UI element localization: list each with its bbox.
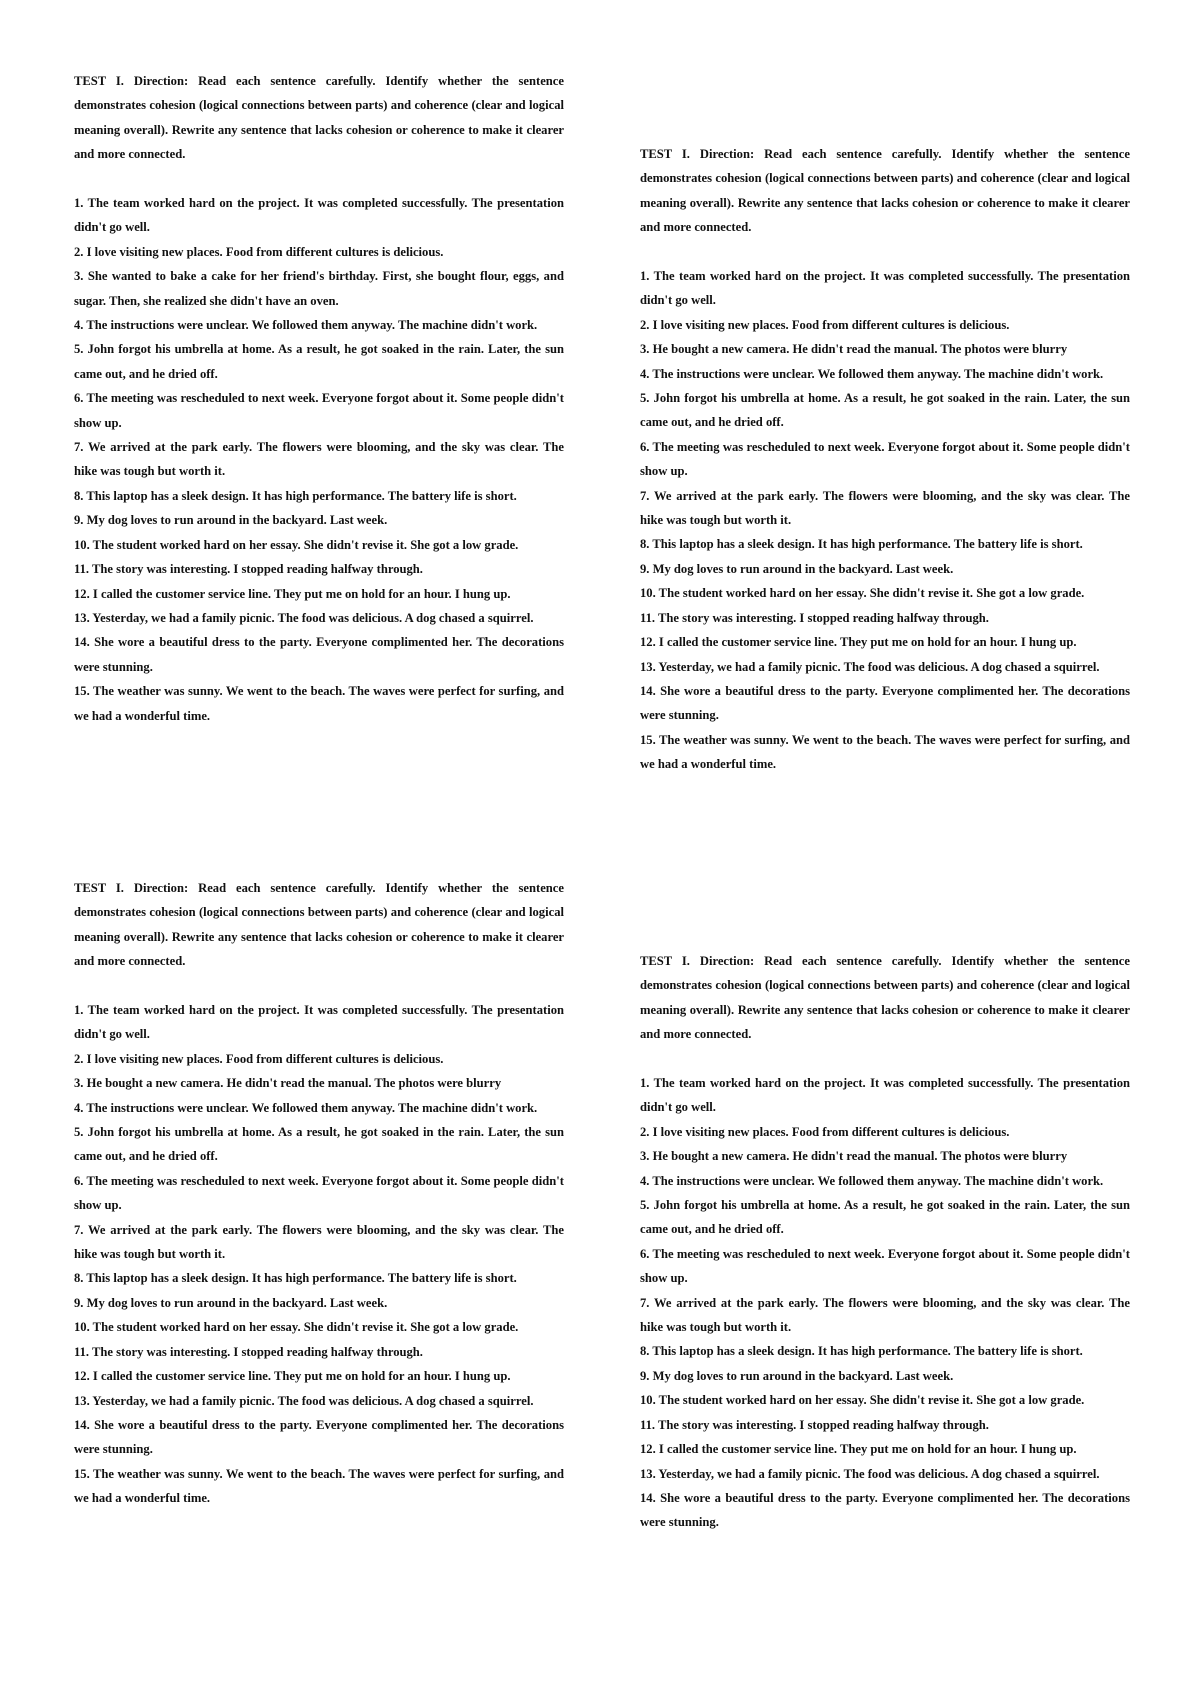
test-item-13: 13. Yesterday, we had a family picnic. The food was delicious. A dog chased a squirrel. — [640, 659, 1100, 674]
test-item-11: 11. The story was interesting. I stopped reading halfway through. — [74, 1344, 423, 1359]
test-item-12: 12. I called the customer service line. They put me on hold for an hour. I hung up. — [640, 635, 1077, 650]
test-item-14: 14. She wore a beautiful dress to the party. Everyone complimented her. The decorations were stunning. — [74, 1417, 564, 1457]
test-item-7: 7. We arrived at the park early. The flowers were blooming, and the sky was clear. The hike was tough but worth it. — [640, 488, 1130, 528]
test-item-14: 14. She wore a beautiful dress to the party. Everyone complimented her. The decorations were stunning. — [74, 635, 564, 674]
test-item-12: 12. I called the customer service line. They put me on hold for an hour. I hung up. — [640, 1442, 1077, 1457]
test-item-11: 11. The story was interesting. I stopped reading halfway through. — [74, 562, 423, 577]
test-item-14: 14. She wore a beautiful dress to the party. Everyone complimented her. The decorations were stunning. — [640, 683, 1130, 723]
test-item-10: 10. The student worked hard on her essay. She didn't revise it. She got a low grade. — [640, 586, 1085, 601]
test-item-11: 11. The story was interesting. I stopped reading halfway through. — [640, 610, 989, 625]
test-direction: TEST I. Direction: Read each sentence carefully. Identify whether the sentence demonstrates cohesion (logical connections between parts) and coherence (clear and logical meaning overall). Rewrite any sentence that lacks cohesion or coherence to make it clearer and more connected. — [74, 74, 564, 162]
test-block-top-right — [640, 142, 1130, 777]
test-item-2: 2. I love visiting new places. Food from different cultures is delicious. — [640, 1124, 1010, 1139]
test-item-6: 6. The meeting was rescheduled to next week. Everyone forgot about it. Some people didn't show up. — [640, 1246, 1130, 1286]
test-item-3: 3. He bought a new camera. He didn't read the manual. The photos were blurry — [74, 1076, 502, 1091]
test-direction: TEST I. Direction: Read each sentence carefully. Identify whether the sentence demonstrates cohesion (logical connections between parts) and coherence (clear and logical meaning overall). Rewrite any sentence that lacks cohesion or coherence to make it clearer and more connected. — [640, 954, 1130, 1042]
test-item-12: 12. I called the customer service line. They put me on hold for an hour. I hung up. — [74, 1369, 511, 1384]
test-item-15: 15. The weather was sunny. We went to the beach. The waves were perfect for surfing, and we had a wonderful time. — [640, 732, 1130, 772]
test-item-9: 9. My dog loves to run around in the backyard. Last week. — [74, 1295, 388, 1310]
test-item-7: 7. We arrived at the park early. The flowers were blooming, and the sky was clear. The hike was tough but worth it. — [74, 440, 564, 479]
test-item-12: 12. I called the customer service line. They put me on hold for an hour. I hung up. — [74, 586, 511, 601]
test-item-5: 5. John forgot his umbrella at home. As a result, he got soaked in the rain. Later, the sun came out, and he dried off. — [640, 1198, 1130, 1237]
test-item-13: 13. Yesterday, we had a family picnic. The food was delicious. A dog chased a squirrel. — [74, 1393, 534, 1408]
test-item-11: 11. The story was interesting. I stopped reading halfway through. — [640, 1417, 989, 1432]
test-item-10: 10. The student worked hard on her essay. She didn't revise it. She got a low grade. — [640, 1393, 1085, 1408]
test-item-4: 4. The instructions were unclear. We followed them anyway. The machine didn't work. — [640, 1173, 1104, 1188]
test-block-top-left — [74, 69, 564, 728]
test-item-4: 4. The instructions were unclear. We followed them anyway. The machine didn't work. — [74, 1100, 538, 1115]
test-item-6: 6. The meeting was rescheduled to next week. Everyone forgot about it. Some people didn't show up. — [74, 391, 564, 430]
test-item-9: 9. My dog loves to run around in the backyard. Last week. — [640, 561, 954, 576]
test-item-10: 10. The student worked hard on her essay. She didn't revise it. She got a low grade. — [74, 537, 519, 552]
test-item-2: 2. I love visiting new places. Food from different cultures is delicious. — [74, 244, 444, 259]
test-item-15: 15. The weather was sunny. We went to the beach. The waves were perfect for surfing, and we had a wonderful time. — [74, 684, 564, 723]
test-block-bottom-left — [74, 876, 564, 1511]
test-item-8: 8. This laptop has a sleek design. It has high performance. The battery life is short. — [74, 1271, 517, 1286]
test-item-6: 6. The meeting was rescheduled to next week. Everyone forgot about it. Some people didn't show up. — [640, 439, 1130, 479]
test-item-3: 3. She wanted to bake a cake for her friend's birthday. First, she bought flour, eggs, and sugar. Then, she realized she didn't have an oven. — [74, 269, 564, 308]
test-item-2: 2. I love visiting new places. Food from different cultures is delicious. — [640, 317, 1010, 332]
test-item-13: 13. Yesterday, we had a family picnic. The food was delicious. A dog chased a squirrel. — [640, 1466, 1100, 1481]
test-item-1: 1. The team worked hard on the project. It was completed successfully. The presentation didn't go well. — [74, 1003, 564, 1042]
test-item-8: 8. This laptop has a sleek design. It has high performance. The battery life is short. — [74, 488, 517, 503]
test-item-8: 8. This laptop has a sleek design. It has high performance. The battery life is short. — [640, 537, 1083, 552]
test-item-4: 4. The instructions were unclear. We followed them anyway. The machine didn't work. — [640, 366, 1104, 381]
test-item-4: 4. The instructions were unclear. We followed them anyway. The machine didn't work. — [74, 318, 538, 333]
test-item-6: 6. The meeting was rescheduled to next week. Everyone forgot about it. Some people didn't show up. — [74, 1173, 564, 1213]
test-item-7: 7. We arrived at the park early. The flowers were blooming, and the sky was clear. The hike was tough but worth it. — [640, 1295, 1130, 1335]
test-item-3: 3. He bought a new camera. He didn't read the manual. The photos were blurry — [640, 1149, 1068, 1164]
test-direction: TEST I. Direction: Read each sentence carefully. Identify whether the sentence demonstrates cohesion (logical connections between parts) and coherence (clear and logical meaning overall). Rewrite any sentence that lacks cohesion or coherence to make it clearer and more connected. — [640, 147, 1130, 235]
test-item-1: 1. The team worked hard on the project. It was completed successfully. The presentation didn't go well. — [640, 1076, 1130, 1115]
test-item-2: 2. I love visiting new places. Food from different cultures is delicious. — [74, 1051, 444, 1066]
test-item-5: 5. John forgot his umbrella at home. As a result, he got soaked in the rain. Later, the sun came out, and he dried off. — [640, 391, 1130, 430]
test-item-9: 9. My dog loves to run around in the backyard. Last week. — [640, 1368, 954, 1383]
test-item-10: 10. The student worked hard on her essay. She didn't revise it. She got a low grade. — [74, 1320, 519, 1335]
test-item-5: 5. John forgot his umbrella at home. As a result, he got soaked in the rain. Later, the sun came out, and he dried off. — [74, 342, 564, 381]
test-item-9: 9. My dog loves to run around in the backyard. Last week. — [74, 513, 388, 528]
test-item-3: 3. He bought a new camera. He didn't read the manual. The photos were blurry — [640, 342, 1068, 357]
test-item-8: 8. This laptop has a sleek design. It has high performance. The battery life is short. — [640, 1344, 1083, 1359]
test-item-5: 5. John forgot his umbrella at home. As a result, he got soaked in the rain. Later, the sun came out, and he dried off. — [74, 1125, 564, 1164]
test-item-1: 1. The team worked hard on the project. It was completed successfully. The presentation didn't go well. — [640, 269, 1130, 308]
test-item-7: 7. We arrived at the park early. The flowers were blooming, and the sky was clear. The hike was tough but worth it. — [74, 1222, 564, 1262]
test-item-14: 14. She wore a beautiful dress to the party. Everyone complimented her. The decorations were stunning. — [640, 1490, 1130, 1530]
test-direction: TEST I. Direction: Read each sentence carefully. Identify whether the sentence demonstrates cohesion (logical connections between parts) and coherence (clear and logical meaning overall). Rewrite any sentence that lacks cohesion or coherence to make it clearer and more connected. — [74, 881, 564, 969]
test-item-15: 15. The weather was sunny. We went to the beach. The waves were perfect for surfing, and we had a wonderful time. — [74, 1466, 564, 1506]
test-block-bottom-right — [640, 949, 1130, 1535]
test-item-1: 1. The team worked hard on the project. It was completed successfully. The presentation didn't go well. — [74, 196, 564, 235]
test-item-13: 13. Yesterday, we had a family picnic. The food was delicious. A dog chased a squirrel. — [74, 610, 534, 625]
